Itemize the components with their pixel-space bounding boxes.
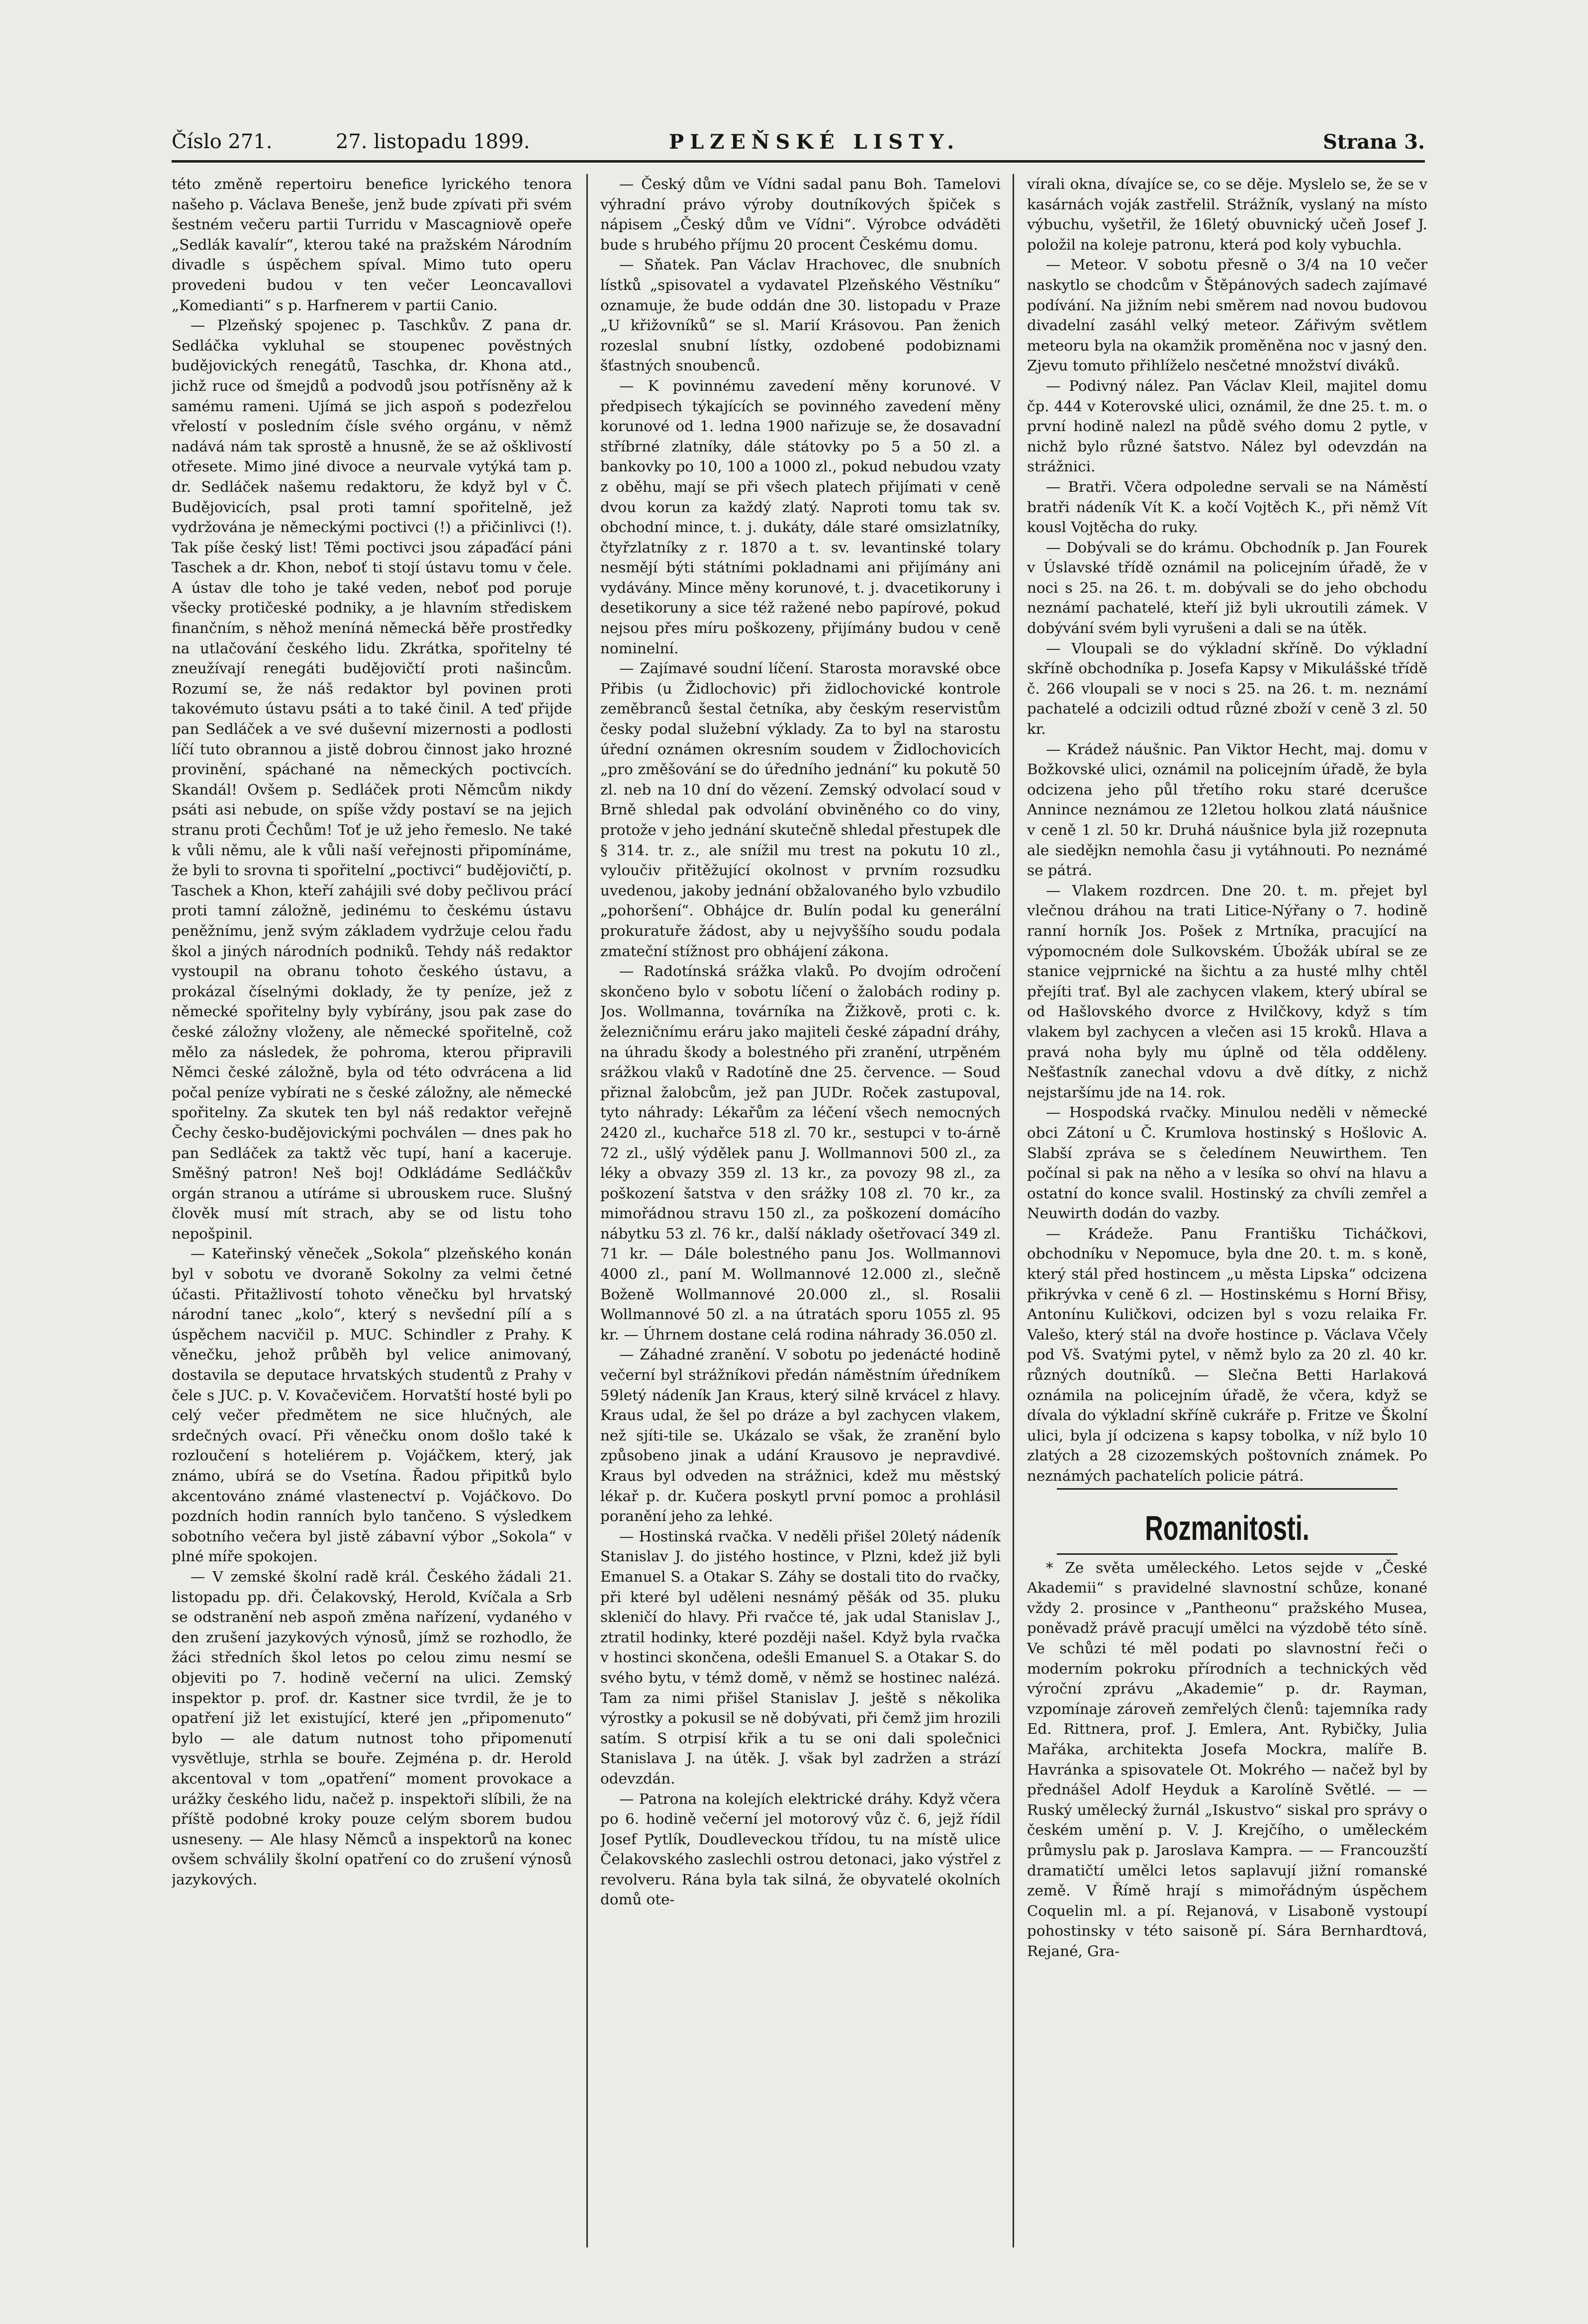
article-text: — Podivný nález. Pan Václav Kleil, majitel domu čp. 444 v Koterovské ulici, oznámil, že dne 25. t. m. o první hodině nalezl na půdě svého domu 2 pytle, v nichž bylo různé šatstvo. Nález byl odevzdán na strážnici. [1027, 377, 1427, 475]
article-text: — Hospodská rvačky. Minulou neděli v německé obci Zátoní u Č. Krumlova hostinský s Hošlovic A. Slabší zpráva se s čeledínem Neuwirthem. Ten počínal si pak na něho a v lesíka so ohví na hlavu a ostatní do konce svalil. Hostinský za chvíli zemřel a Neuwirth dodán do vazby. [1027, 1104, 1427, 1222]
article-text: — Krádež náušnic. Pan Viktor Hecht, maj. domu v Božkovské ulici, oznámil na policejním úřadě, že byla odcizena jeho půl třetího roku staré dcerušce Annince neznámou ze 12letou holkou zlatá náušnice v ceně 1 zl. 50 kr. Druhá náušnice byla již rozepnuta ale siedějkn nemohla času ji vytáhnouti. Po neznámé se pátrá. [1027, 740, 1427, 879]
article-text: vírali okna, dívajíce se, co se děje. Myslelo se, že se v kasárnách voják zastřelil. Strážník, vyslaný na místo výbuchu, vyšetřil, že 16letý obuvnický učeň Josef J. položil na koleje patronu, která pod koly vybuchla. [1027, 176, 1427, 253]
header-rule [172, 160, 1425, 163]
article-text: — Vloupali se do výkladní skříně. Do výkladní skříně obchodníka p. Josefa Kapsy v Mikulášské třídě č. 266 vloupali se v noci s 25. na 26. t. m. neznámí pachatelé a odcizili odtud různé zboží v ceně 3 zl. 50 kr. [1027, 639, 1427, 738]
issue-number: Číslo 271. [172, 130, 273, 153]
article-text: této změně repertoiru benefice lyrického tenora našeho p. Václava Beneše, jenž bude zpívati při svém šestném večeru partii Turridu v Mascagniově opeře „Sedlák kavalír“, kterou také na pražském Národním divadle s úspěchem spíval. Mimo tuto operu provedeni budou v ten večer Leoncavallovi „Komedianti“ s p. Harfnerem v partii Canio. [172, 176, 572, 314]
article-text: — Bratři. Včera odpoledne servali se na Náměstí bratři nádeník Vít K. a kočí Vojtěch K., při němž Vít kousl Vojtěcha do ruky. [1027, 478, 1427, 536]
article-text: — K povinnému zavedení měny korunové. V předpisech týkajících se povinného zavedení měny korunové od 1. ledna 1900 nařizuje se, že dosavadní stříbrné zlatníky, dále státovky po 5 a 50 zl. a bankovky po 10, 100 a 1000 zl., pokud nebudou vzaty z oběhu, mají se při všech platech přijímati v ceně dvou korun za každý zlatý. Naproti tomu tak sv. obchodní mince, t. j. dukáty, dále staré omsizlatníky, čtyřzlatníky z r. 1870 a t. sv. levantinské tolary nesmějí býti státními pokladnami ani přijímány ani vydávány. Mince měny korunové, t. j. dvacetikoruny i desetikoruny a sice též ražené nebo papírové, pokud nejsou přes míru poškozeny, přijímány budou v ceně nominelní. [600, 377, 1001, 657]
article-text: — Kateřinský věneček „Sokola“ plzeňského konán byl v sobotu ve dvoraně Sokolny za velmi četné účasti. Přitažlivostí tohoto věnečku byl hrvatský národní tanec „kolo“, který s nevšední pílí a s úspěchem nacvičil p. MUC. Schindler z Prahy. K věnečku, jehož průběh byl velice animovaný, dostavila se deputace hrvatských studentů z Prahy v čele s JUC. p. V. Kovačevičem. Horvatští hosté byli po celý večer předmětem ne sice hlučných, ale srdečných ovací. Při věnečku onom došlo také k rozloučení s hoteliérem p. Vojáčkem, který, jak známo, ubírá se do Vsetína. Řadou připitků bylo akcentováno známé vlastenectví p. Vojáčkovo. Do pozdních hodin ranních bylo tančeno. S výsledkem sobotního večera byl jistě zábavní výbor „Sokola“ v plné míře spokojen. [172, 1245, 572, 1565]
section-heading: Rozmanitosti. [1145, 1508, 1309, 1547]
section-rule [1057, 1553, 1398, 1555]
article-text: — Český dům ve Vídni sadal panu Boh. Tamelovi výhradní právo výroby doutníkových špiček s nápisem „Český dům ve Vídni“. Výrobce odváděti bude s hrubého příjmu 20 procent Českému domu. [600, 176, 1001, 253]
article-text: — Meteor. V sobotu přesně o 3/4 na 10 večer naskytlo se chodcům v Štěpánových sadech zajímavé podívání. Na jižním nebi směrem nad novou budovou divadelní zasáhl velký meteor. Zářivým světlem meteoru byla na okamžik proměněna noc v jasný den. Zjevu tomuto přihlíželo nesčetné množství diváků. [1027, 256, 1427, 374]
article-text: — Záhadné zranění. V sobotu po jedenácté hodině večerní byl strážníkovi předán náměstním úředníkem 59letý nádeník Jan Kraus, který silně krvácel z hlavy. Kraus udal, že šel po dráze a byl zachycen vlakem, než sjíti-tile se. Ukázalo se však, že zranění bylo způsobeno jinak a udání Krausovo je nepravdivé. Kraus byl odveden na strážnici, kdež mu městský lékař p. dr. Kučera poskytl první pomoc a prohlásil poranění jeho za lehké. [600, 1346, 1001, 1525]
article-text: — Zajímavé soudní líčení. Starosta moravské obce Přibis (u Židlochovic) při židlochovické kontrole zeměbranců šestal četníka, aby českým reservistům česky podal služební výklady. Za to byl na starostu úřední oznámen okresním soudem v Židlochovicích „pro změšování se do úředního jednání“ ku pokutě 50 zl. neb na 10 dní do vězení. Zemský odvolací soud v Brně shledal pak odvolání obviněného co do viny, protože v jeho jednání skutečně shledal přestupek dle § 314. tr. z., ale snížil mu trest na pokutu 10 zl., vyloučiv přitěžující okolnost v prvním rozsudku uvedenou, jakoby jednání obžalovaného bylo vzbudilo „pohoršení“. Obhájce dr. Bulín podal ku generální prokuratuře žádost, aby u nejvyššího soudu podala zmateční stížnost pro obhájení zákona. [600, 660, 1001, 960]
article-text: — Radotínská srážka vlaků. Po dvojím odročení skončeno bylo v sobotu líčení o žalobách rodiny p. Jos. Wollmanna, továrníka na Žižkově, proti c. k. železničnímu eráru jako majiteli české západní dráhy, na úhradu škody a bolestného při zranění, utrpěném srážkou vlaků v Radotíně dne 25. července. — Soud přiznal žalobcům, jež pan JUDr. Roček zastupoval, tyto náhrady: Lékařům za léčení všech nemocných 2420 zl., kuchařce 518 zl. 70 kr., sestupci v to-árně 72 zl., ušlý výdělek panu J. Wollmannovi 500 zl., za léky a obvazy 359 zl. 13 kr., za povozy 98 zl., za poškození šatstva v den srážky 108 zl. 70 kr., za mimořádnou stravu 150 zl., za poškození domácího nábytku 53 zl. 76 kr., další náklady ošetřovací 349 zl. 71 kr. — Dále bolestného panu Jos. Wollmannovi 4000 zl., paní M. Wollmannové 12.000 zl., slečně Boženě Wollmannové 20.000 zl., sl. Rosalii Wollmannové 50 zl. a na útratách sporu 1055 zl. 95 kr. — Úhrnem dostane celá rodina náhrady 36.050 zl. [600, 963, 1001, 1343]
article-text: * Ze světa uměleckého. Letos sejde v „České Akademii“ s pravidelné slavnostní schůze, konané vždy 2. prosince v „Pantheonu“ pražského Musea, poněvadž právě pracují umělci na výzdobě této síně. Ve schůzi té měl podati po slavnostní řeči o moderním pokroku přírodních a technických věd výroční zprávu „Akademie“ p. dr. Rayman, vzpomínaje zároveň zemřelých členů: tajemníka rady Ed. Rittnera, prof. J. Emlera, Ant. Rybičky, Julia Mařáka, architekta Josefa Mockra, malíře B. Havránka a spisovatele Ot. Mokrého — načež byl by přednášel Adolf Heyduk a Karolíně Světlé. — — Ruský umělecký žurnál „Iskustvo“ siskal pro správy o českém umění p. V. J. Krejčího, o uměleckém průmyslu pak p. Jaroslava Kampra. — — Francouzští dramatičtí umělci letos saplavují jižní romanské země. V Římě hrají s mimořádným úspěchem Coquelin ml. a pí. Rejanová, v Lisaboně vystoupí pohostinsky v této saisoně pí. Sára Bernhardtová, Rejané, Gra- [1027, 1559, 1427, 1960]
column-divider [586, 174, 588, 2247]
column-2 [600, 174, 1001, 2247]
article-text: — Patrona na kolejích elektrické dráhy. Když včera po 6. hodině večerní jel motorový vůz č. 6, jejž řídil Josef Pytlík, Doudleveckou třídou, tu na místě ulice Čelakovského zaslechli ostrou detonaci, jako výstřel z revolveru. Rána byla tak silná, že obyvatelé okolních domů ote- [600, 1790, 1001, 1908]
article-text: — Sňatek. Pan Václav Hrachovec, dle snubních lístků „spisovatel a vydavatel Plzeňského Věstníku“ oznamuje, že bude oddán dne 30. listopadu v Praze „U křižovníků“ se sl. Marií Krásovou. Pan ženich rozeslal snubní lístky, ozdobené podobiznami šťastných snoubenců. [600, 256, 1001, 374]
issue-date: 27. listopadu 1899. [336, 130, 530, 153]
article-text: — Vlakem rozdrcen. Dne 20. t. m. přejet byl vlečnou dráhou na trati Litice-Nýřany o 7. hodině ranní horník Jos. Pošek z Mrtníka, pracující na výpomocném dole Sulkovském. Úbožák ubíral se ze stanice vejprnické na šichtu a za husté mlhy chtěl přejíti trať. Byl ale zachycen vlakem, který ubíral se od Hašlovského dvorce z Hvilčkovy, když s tím vlakem byl zachycen a vlečen asi 15 kroků. Hlava a pravá noha byly mu úplně od těla odděleny. Nešťastník zanechal vdovu a dvě dítky, z nichž nejstaršímu jde na 14. rok. [1027, 882, 1427, 1101]
masthead-title: PLZEŇSKÉ LISTY. [669, 130, 960, 154]
article-text: — Dobývali se do krámu. Obchodník p. Jan Fourek v Úslavské třídě oznámil na policejním úřadě, že v noci s 25. na 26. t. m. dobývali se do jeho obchodu neznámí pachatelé, kteří již byli ukroutili zámek. V dobývání svém byli vyrušeni a dali se na útěk. [1027, 538, 1427, 637]
section-rule [1057, 1488, 1398, 1490]
page-number: Strana 3. [1322, 130, 1425, 154]
article-text: — Hostinská rvačka. V neděli přišel 20letý nádeník Stanislav J. do jistého hostince, v Plzni, kdež již byli Emanuel S. a Otakar S. Záhy se dostali tito do rvačky, při které byl uděleni nesnámý pěšák od 35. pluku skleničí do hlavy. Při rvačce té, jak udal Stanislav J., ztratil hodinky, které později našel. Když byla rvačka v hostinci skončena, odešli Emanuel S. a Otakar S. do svého bytu, v témž domě, v němž se hostinec nalézá. Tam za nimi přišel Stanislav J. ještě s několika výrostky a pokusil se ně dobývati, při čemž jim hrozili satím. S otrpisí křik a tu se oni dali společnici Stanislava J. na útěk. J. však byl zadržen a strází odevzdán. [600, 1527, 1001, 1787]
column-3 [1027, 174, 1427, 2247]
column-divider [1013, 174, 1014, 2247]
article-text: — Plzeňský spojenec p. Taschkův. Z pana dr. Sedláčka vykluhal se stoupenec pověstných budějovických renegátů, Taschka, dr. Khona atd., jichž ruce od šmejdů a podvodů jsou potřísněny až k samému rameni. Ujímá se jich aspoň s podezřelou vřelostí v posledním čísle svého orgánu, v němž nadává nám tak sprostě a hnusně, že se až ošklivostí otřesete. Mimo jiné divoce a neurvale vytýká tam p. dr. Sedláček našemu redaktoru, že když byl v Č. Budějovicích, psal proti tamní spořitelně, jež vydržována je německými poctivci (!) a přičinlivci (!). Tak píše český list! Těmi poctivci jsou zápaďácí páni Taschek a dr. Khon, neboť ti stojí ústavu tomu v čele. A ústav dle toho je také veden, neboť pod poruje všecky protičeské podniky, a je hlavním střediskem finančním, s něhož meníná německá běře prostředky na utlačování českého lidu. Zkrátka, spořitelny té zneužívají renegáti budějovičtí proti našincům. Rozumí se, že náš redaktor byl povinen proti takovémuto ústavu psáti a to také činil. A teď přijde pan Sedláček a ve své duševní mizernosti a podlosti líčí tuto obrannou a jistě dobrou činnost jako hrozné provinění, spáchané na německých poctivcích. Skandál! Ovšem p. Sedláček proti Němcům nikdy psáti asi nebude, on spíše vždy postaví se na jejich stranu proti Čechům! Toť je už jeho řemeslo. Ne také k vůli němu, ale k vůli naší veřejnosti připomínáme, že byli to srovna ti spořitelní „poctivci“ budějovičtí, p. Taschek a Khon, kteří zahájili své doby pečlivou prácí proti tamní záložně, jedinému to českému ústavu peněžnímu, jenž svým základem vydržuje celou řadu škol a jiných národních podniků. Tehdy náš redaktor vystoupil na obranu tohoto českého ústavu, a prokázal číselnými doklady, že ty peníze, jež z německé spořitelny byly vybírány, jsou pak zase do české záložny vloženy, ale německé spořitelně, což mělo za následek, že pohroma, kterou připravili Němci české záložně, byla od této odvrácena a lid počal peníze vybírati ne s české záložny, ale německé spořitelny. Za skutek ten byl náš redaktor veřejně Čechy česko-budějovickými pochválen — dnes pak ho pan Sedláček za taktž věc tupí, haní a kaceruje. Směšný patron! Neš boj! Odkládáme Sedláčkův orgán stranou a utíráme si ubrouskem ruce. Slušný člověk musí mít strach, aby se od listu toho nepošpinil. [172, 317, 572, 1242]
article-text: — V zemské školní radě král. Českého žádali 21. listopadu pp. dři. Čelakovský, Herold, Kvíčala a Srb se odstranění neb aspoň změna nařízení, vydaného v den zrušení jazykových výnosů, jímž se rozhodlo, že žáci středních škol letos po celou zimu nesmí se objeviti po 7. hodině večerní na ulici. Zemský inspektor p. prof. dr. Kastner sice tvrdil, že je to opatření již let existující, které jen „připomenuto“ bylo — ale datum nutnost toho připomenutí vysvětluje, strhla se bouře. Zejména p. dr. Herold akcentoval v tom „opatření“ moment provokace a urážky českého lidu, načež p. inspektoři slíbili, že na příště podobné kroky pouze celým sborem budou usneseny. — Ale hlasy Němců a inspektorů na konec ovšem schválily školní opatření co do zrušení výnosů jazykových. [172, 1568, 572, 1888]
column-1 [172, 174, 572, 2247]
article-text: — Krádeže. Panu Františku Ticháčkovi, obchodníku v Nepomuce, byla dne 20. t. m. s koně, který stál před hostincem „u města Lipska“ odcizena přikrývka v ceně 6 zl. — Hostinskému s Horní Břisy, Antonínu Kuličkovi, odcizen byl s vozu relaika Fr. Valešo, který stál na dvoře hostince p. Václava Včely pod Vš. Svatými pytel, v němž bylo za 20 zl. 40 kr. různých doutníků. — Slečna Betti Harlaková oznámila na policejním úřadě, že včera, když se dívala do výkladní skříně cukráře p. Fritze ve Školní ulici, byla jí odcizena s kapsy tobolka, v níž bylo 10 zlatých a 28 cizozemských poštovních známek. Po neznámých pachatelích policie pátrá. [1027, 1225, 1427, 1484]
